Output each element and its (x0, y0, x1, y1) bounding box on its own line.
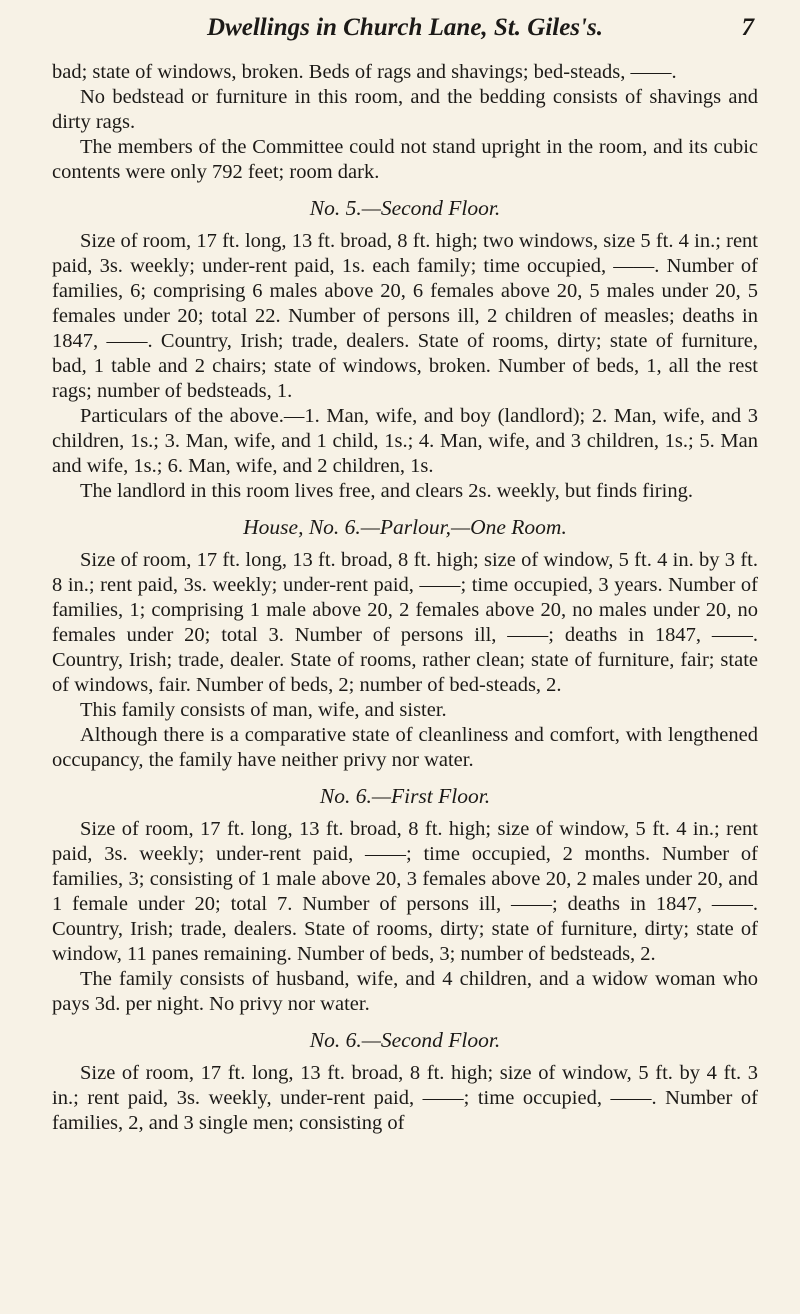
paragraph: Size of room, 17 ft. long, 13 ft. broad, 8 ft. high; two windows, size 5 ft. 4 in.; rent paid, 3s. weekly; under-rent paid, 1s. each family; time occupied, ——. Number of families, 6; comprising 6 males above 20, 6 females above 20, 5 males under 20, 5 females under 20; total 22. Number of persons ill, 2 children of measles; deaths in 1847, ——. Country, Irish; trade, dealers. State of rooms, dirty; state of furniture, bad, 1 table and 2 chairs; state of windows, broken. Number of beds, 1, all the rest rags; number of bedsteads, 1. (52, 230, 758, 402)
section-heading: No. 5.—Second Floor. (309, 196, 501, 220)
section-heading: No. 6.—First Floor. (319, 784, 491, 808)
paragraph: This family consists of man, wife, and sister. (80, 699, 447, 721)
paragraph: Size of room, 17 ft. long, 13 ft. broad, 8 ft. high; size of window, 5 ft. by 4 ft. 3 in.; rent paid, 3s. weekly, under-rent paid, ——; time occupied, ——. Number of families, 2, and 3 single men; consisting of (52, 1062, 758, 1134)
page-number: 7 (741, 14, 754, 41)
paragraph: The family consists of husband, wife, and 4 children, and a widow woman who pays 3d. per night. No privy nor water. (52, 968, 758, 1015)
section-heading: House, No. 6.—Parlour,—One Room. (243, 515, 567, 539)
header-title: Dwellings in Church Lane, St. Giles's. (207, 14, 603, 41)
paragraph: Size of room, 17 ft. long, 13 ft. broad, 8 ft. high; size of window, 5 ft. 4 in.; rent paid, 3s. weekly; under-rent paid, ——; time occupied, 2 months. Number of families, 3; consisting of 1 male above 20, 3 females above 20, 2 males under 20, and 1 female under 20; total 7. Number of persons ill, ——; deaths in 1847, ——. Country, Irish; trade, dealers. State of rooms, dirty; state of furniture, dirty; state of window, 11 panes remaining. Number of beds, 3; number of bedsteads, 2. (52, 818, 758, 965)
running-header (52, 8, 758, 48)
paragraph: The members of the Committee could not stand upright in the room, and its cubic contents were only 792 feet; room dark. (52, 136, 758, 183)
paragraph: The landlord in this room lives free, and clears 2s. weekly, but finds firing. (80, 480, 693, 502)
paragraph: Size of room, 17 ft. long, 13 ft. broad, 8 ft. high; size of window, 5 ft. 4 in. by 3 ft. 8 in.; rent paid, 3s. weekly; under-rent paid, ——; time occupied, 3 years. Number of families, 1; comprising 1 male above 20, 2 females above 20, no males under 20, no females under 20; total 3. Number of persons ill, ——; deaths in 1847, ——. Country, Irish; trade, dealer. State of rooms, rather clean; state of furniture, fair; state of windows, fair. Number of beds, 2; number of bed-steads, 2. (52, 549, 758, 696)
paragraph: Although there is a comparative state of cleanliness and comfort, with lengthened occupancy, the family have neither privy nor water. (52, 724, 758, 771)
section-heading: No. 6.—Second Floor. (309, 1028, 501, 1052)
paragraph: Particulars of the above.—1. Man, wife, and boy (landlord); 2. Man, wife, and 3 children, 1s.; 3. Man, wife, and 1 child, 1s.; 4. Man, wife, and 3 children, 1s.; 5. Man and wife, 1s.; 6. Man, wife, and 2 children, 1s. (52, 405, 758, 477)
paragraph: No bedstead or furniture in this room, and the bedding consists of shavings and dirty rags. (52, 86, 758, 133)
paragraph: bad; state of windows, broken. Beds of rags and shavings; bed-steads, ——. (52, 61, 677, 83)
